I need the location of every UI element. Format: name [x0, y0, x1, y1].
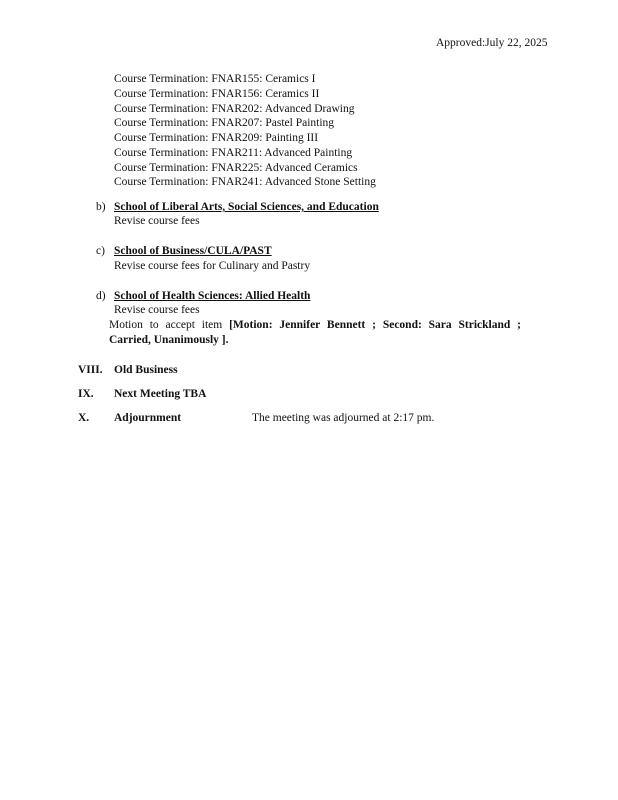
motion-details: [Motion: Jennifer Bennett ; Second: Sara Strickland ; Carried, Unanimously ]. — [109, 319, 521, 346]
course-termination-item: Course Termination: FNAR211: Advanced Painting — [114, 147, 353, 159]
section-title-next-meeting: Next Meeting TBA — [114, 388, 207, 400]
motion-statement — [109, 318, 521, 348]
school-health-heading: School of Health Sciences: Allied Health — [114, 290, 311, 302]
course-termination-item: Course Termination: FNAR156: Ceramics II — [114, 88, 320, 100]
course-termination-item: Course Termination: FNAR241: Advanced Stone Setting — [114, 176, 376, 188]
school-business-detail: Revise course fees for Culinary and Pastry — [114, 260, 311, 272]
item-letter-b: b) — [96, 201, 106, 213]
section-title-adjournment: Adjournment — [114, 412, 182, 424]
approved-date: Approved:July 22, 2025 — [436, 37, 548, 49]
item-letter-c: c) — [96, 245, 105, 257]
course-termination-item: Course Termination: FNAR209: Painting III — [114, 132, 319, 144]
school-liberal-arts-heading: School of Liberal Arts, Social Sciences, and Education — [114, 201, 379, 213]
school-business-heading: School of Business/CULA/PAST — [114, 245, 272, 257]
adjournment-text: The meeting was adjourned at 2:17 pm. — [252, 412, 435, 424]
school-health-detail: Revise course fees — [114, 304, 200, 316]
item-letter-d: d) — [96, 290, 106, 302]
motion-prefix: Motion to accept item — [109, 319, 223, 331]
section-title-old-business: Old Business — [114, 364, 178, 376]
school-liberal-arts-detail: Revise course fees — [114, 215, 200, 227]
course-termination-item: Course Termination: FNAR207: Pastel Painting — [114, 117, 335, 129]
section-numeral-viii: VIII. — [78, 364, 103, 376]
section-numeral-x: X. — [78, 412, 90, 424]
course-termination-item: Course Termination: FNAR155: Ceramics I — [114, 73, 316, 85]
course-termination-item: Course Termination: FNAR202: Advanced Drawing — [114, 103, 355, 115]
course-termination-item: Course Termination: FNAR225: Advanced Ceramics — [114, 162, 358, 174]
section-numeral-ix: IX. — [78, 388, 94, 400]
